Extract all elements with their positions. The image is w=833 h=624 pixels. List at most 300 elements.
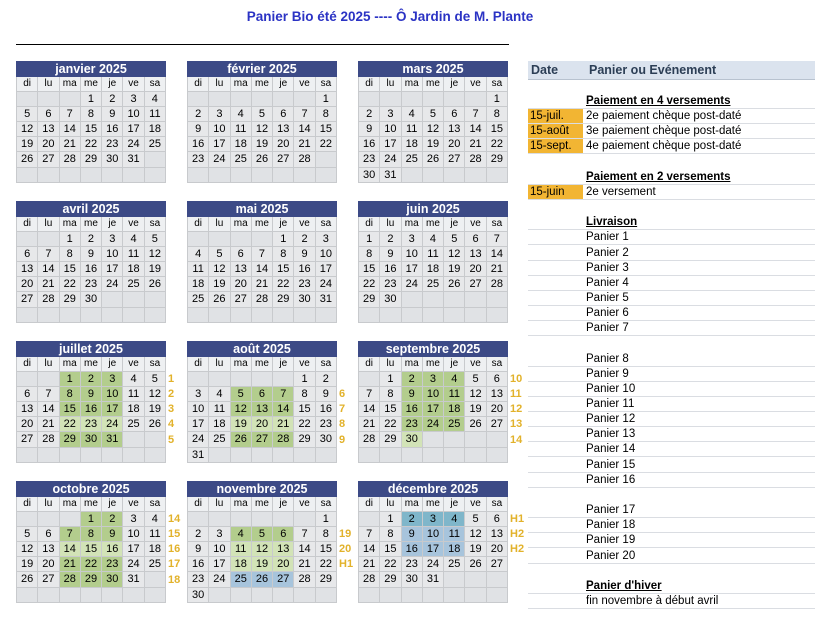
day-cell: 20 — [465, 262, 485, 276]
day-cell: 1 — [81, 92, 101, 106]
day-cell: 10 — [188, 402, 208, 416]
day-cell: 19 — [252, 137, 272, 151]
month-calendar — [358, 481, 508, 603]
day-cell: 31 — [102, 432, 122, 446]
day-cell: 15 — [380, 402, 400, 416]
day-cell: 18 — [123, 402, 143, 416]
empty-day-cell — [102, 168, 122, 182]
event-date — [528, 94, 583, 108]
day-cell: 31 — [316, 292, 336, 306]
day-cell: 18 — [444, 542, 464, 556]
weekday-label: ve — [465, 217, 485, 231]
event-row — [528, 412, 815, 427]
day-cell: 29 — [81, 152, 101, 166]
week-delivery-label: 12 — [510, 403, 523, 416]
empty-day-cell — [402, 308, 422, 322]
day-cell: 7 — [38, 387, 58, 401]
day-cell: 26 — [252, 152, 272, 166]
day-cell: 5 — [465, 372, 485, 386]
day-cell: 18 — [209, 417, 229, 431]
day-cell: 5 — [145, 232, 165, 246]
day-cell: 20 — [487, 402, 507, 416]
day-cell: 20 — [17, 417, 37, 431]
event-text: 2e paiement chèque post-daté — [586, 110, 742, 123]
day-cell: 9 — [102, 527, 122, 541]
day-cell: 24 — [209, 572, 229, 586]
day-cell: 12 — [465, 387, 485, 401]
day-cell: 28 — [38, 432, 58, 446]
day-cell: 18 — [423, 262, 443, 276]
day-cell: 6 — [252, 387, 272, 401]
day-cell: 17 — [402, 262, 422, 276]
empty-day-cell — [145, 432, 165, 446]
month-grid — [187, 497, 337, 603]
day-cell: 28 — [359, 572, 379, 586]
day-cell: 27 — [17, 432, 37, 446]
event-date — [528, 442, 583, 456]
weekday-label: sa — [487, 217, 507, 231]
day-cell: 1 — [60, 232, 80, 246]
empty-day-cell — [231, 512, 251, 526]
empty-day-cell — [465, 168, 485, 182]
day-cell: 7 — [465, 107, 485, 121]
day-cell: 31 — [423, 572, 443, 586]
col-date-header: Date — [531, 63, 559, 77]
event-text: Panier 6 — [586, 307, 629, 320]
day-cell: 18 — [188, 277, 208, 291]
weekday-label: ma — [60, 497, 80, 511]
day-cell: 30 — [294, 292, 314, 306]
day-cell: 2 — [188, 107, 208, 121]
day-cell: 25 — [423, 277, 443, 291]
day-cell: 22 — [60, 417, 80, 431]
week-delivery-label: H1 — [339, 558, 354, 571]
event-row — [528, 564, 815, 578]
empty-day-cell — [231, 308, 251, 322]
weekday-label: sa — [316, 357, 336, 371]
day-cell: 25 — [231, 152, 251, 166]
weekday-label: me — [81, 217, 101, 231]
day-cell: 14 — [60, 542, 80, 556]
day-cell: 25 — [444, 557, 464, 571]
weekday-label: me — [81, 357, 101, 371]
event-text: fin novembre à début avril — [586, 594, 719, 607]
weekday-label: me — [423, 217, 443, 231]
day-cell: 16 — [316, 402, 336, 416]
day-cell: 14 — [487, 247, 507, 261]
day-cell: 3 — [123, 92, 143, 106]
day-cell: 13 — [465, 247, 485, 261]
weekday-label: di — [359, 77, 379, 91]
event-row — [528, 488, 815, 502]
event-date — [528, 215, 583, 229]
day-cell: 7 — [38, 247, 58, 261]
event-date — [528, 291, 583, 305]
day-cell: 12 — [17, 542, 37, 556]
weekday-label: je — [444, 357, 464, 371]
day-cell: 3 — [423, 512, 443, 526]
month-title: novembre 2025 — [187, 481, 337, 497]
empty-day-cell — [487, 588, 507, 602]
day-cell: 22 — [316, 137, 336, 151]
day-cell: 29 — [60, 292, 80, 306]
day-cell: 13 — [273, 122, 293, 136]
month-grid — [16, 497, 166, 603]
weekday-label: ma — [60, 217, 80, 231]
empty-day-cell — [465, 308, 485, 322]
event-text: Panier 13 — [586, 428, 636, 441]
day-cell: 16 — [402, 402, 422, 416]
day-cell: 7 — [60, 527, 80, 541]
empty-day-cell — [209, 168, 229, 182]
day-cell: 15 — [316, 122, 336, 136]
month-grid — [358, 497, 508, 603]
empty-day-cell — [273, 372, 293, 386]
day-cell: 16 — [402, 542, 422, 556]
day-cell: 25 — [444, 417, 464, 431]
event-row — [528, 276, 815, 291]
week-delivery-label: 14 — [510, 433, 523, 446]
day-cell: 18 — [402, 137, 422, 151]
empty-day-cell — [81, 588, 101, 602]
day-cell: 4 — [423, 232, 443, 246]
day-cell: 10 — [102, 247, 122, 261]
empty-day-cell — [60, 168, 80, 182]
weekday-label: me — [81, 77, 101, 91]
day-cell: 9 — [102, 107, 122, 121]
weekday-label: je — [444, 497, 464, 511]
weekday-label: ve — [465, 77, 485, 91]
day-cell: 21 — [273, 417, 293, 431]
month-grid — [16, 217, 166, 323]
day-cell: 24 — [123, 137, 143, 151]
empty-day-cell — [444, 588, 464, 602]
empty-day-cell — [294, 92, 314, 106]
day-cell: 28 — [60, 152, 80, 166]
empty-day-cell — [145, 588, 165, 602]
day-cell: 9 — [380, 247, 400, 261]
event-text: Panier 11 — [586, 398, 635, 410]
day-cell: 2 — [359, 107, 379, 121]
empty-day-cell — [188, 232, 208, 246]
weekday-label: di — [188, 217, 208, 231]
empty-day-cell — [102, 292, 122, 306]
weekday-label: me — [252, 217, 272, 231]
day-cell: 16 — [81, 402, 101, 416]
day-cell: 17 — [209, 137, 229, 151]
day-cell: 10 — [380, 122, 400, 136]
day-cell: 23 — [316, 417, 336, 431]
event-date — [528, 276, 583, 290]
event-text: Panier 10 — [586, 382, 636, 395]
day-cell: 28 — [273, 432, 293, 446]
day-cell: 17 — [316, 262, 336, 276]
event-date: 15-juil. — [528, 109, 583, 123]
day-cell: 9 — [81, 387, 101, 401]
empty-day-cell — [465, 92, 485, 106]
title-divider — [16, 44, 509, 45]
day-cell: 9 — [359, 122, 379, 136]
day-cell: 15 — [81, 122, 101, 136]
event-text: Panier 5 — [586, 291, 629, 304]
weekday-label: ma — [402, 217, 422, 231]
empty-day-cell — [38, 512, 58, 526]
weekday-label: di — [188, 77, 208, 91]
weekday-label: je — [102, 217, 122, 231]
empty-day-cell — [188, 92, 208, 106]
empty-day-cell — [231, 372, 251, 386]
weekday-label: di — [17, 497, 37, 511]
empty-day-cell — [209, 588, 229, 602]
month-title: janvier 2025 — [16, 61, 166, 77]
empty-day-cell — [444, 572, 464, 586]
empty-day-cell — [273, 168, 293, 182]
event-row — [528, 473, 815, 488]
empty-day-cell — [188, 168, 208, 182]
day-cell: 7 — [273, 387, 293, 401]
day-cell: 22 — [487, 137, 507, 151]
event-text: Panier 18 — [586, 519, 636, 532]
day-cell: 29 — [273, 292, 293, 306]
day-cell: 9 — [294, 247, 314, 261]
day-cell: 24 — [102, 417, 122, 431]
day-cell: 22 — [81, 137, 101, 151]
month-title: septembre 2025 — [358, 341, 508, 357]
event-row — [528, 246, 815, 261]
day-cell: 10 — [423, 387, 443, 401]
weekday-label: di — [17, 357, 37, 371]
day-cell: 15 — [316, 542, 336, 556]
weekday-label: lu — [38, 497, 58, 511]
day-cell: 17 — [102, 402, 122, 416]
event-text — [583, 336, 586, 350]
day-cell: 10 — [102, 387, 122, 401]
day-cell: 4 — [209, 387, 229, 401]
day-cell: 18 — [123, 262, 143, 276]
weekday-label: je — [273, 77, 293, 91]
empty-day-cell — [359, 512, 379, 526]
day-cell: 19 — [145, 262, 165, 276]
day-cell: 14 — [465, 122, 485, 136]
week-delivery-label: 8 — [339, 418, 346, 431]
empty-day-cell — [231, 92, 251, 106]
day-cell: 3 — [102, 372, 122, 386]
day-cell: 2 — [81, 372, 101, 386]
weekday-label: sa — [145, 357, 165, 371]
day-cell: 26 — [145, 417, 165, 431]
day-cell: 21 — [252, 277, 272, 291]
day-cell: 30 — [102, 572, 122, 586]
week-delivery-label: 17 — [168, 558, 181, 571]
month-calendar — [358, 61, 508, 183]
day-cell: 2 — [402, 372, 422, 386]
empty-day-cell — [487, 432, 507, 446]
day-cell: 23 — [294, 277, 314, 291]
day-cell: 21 — [60, 137, 80, 151]
day-cell: 23 — [359, 152, 379, 166]
day-cell: 14 — [38, 262, 58, 276]
day-cell: 23 — [81, 277, 101, 291]
empty-day-cell — [487, 168, 507, 182]
empty-day-cell — [316, 152, 336, 166]
day-cell: 13 — [17, 262, 37, 276]
day-cell: 2 — [102, 512, 122, 526]
empty-day-cell — [252, 308, 272, 322]
empty-day-cell — [444, 168, 464, 182]
day-cell: 12 — [444, 247, 464, 261]
empty-day-cell — [380, 308, 400, 322]
event-date — [528, 155, 583, 169]
empty-day-cell — [423, 168, 443, 182]
day-cell: 14 — [359, 402, 379, 416]
day-cell: 25 — [123, 417, 143, 431]
weekday-label: ve — [123, 217, 143, 231]
day-cell: 6 — [487, 372, 507, 386]
day-cell: 12 — [465, 527, 485, 541]
day-cell: 3 — [402, 232, 422, 246]
week-delivery-label: H2 — [510, 543, 525, 556]
week-delivery-label: 11 — [510, 388, 522, 401]
weekday-label: lu — [380, 77, 400, 91]
day-cell: 26 — [252, 572, 272, 586]
empty-day-cell — [38, 588, 58, 602]
event-text: Panier 14 — [586, 443, 636, 456]
month-title: juin 2025 — [358, 201, 508, 217]
empty-day-cell — [81, 308, 101, 322]
day-cell: 5 — [252, 527, 272, 541]
day-cell: 18 — [145, 122, 165, 136]
weekday-label: ve — [123, 77, 143, 91]
event-date — [528, 518, 583, 532]
empty-day-cell — [402, 292, 422, 306]
event-date — [528, 321, 583, 335]
day-cell: 3 — [423, 372, 443, 386]
day-cell: 21 — [294, 137, 314, 151]
empty-day-cell — [359, 308, 379, 322]
day-cell: 28 — [465, 152, 485, 166]
week-delivery-label: 4 — [168, 418, 175, 431]
day-cell: 26 — [444, 277, 464, 291]
event-row — [528, 170, 815, 185]
weekday-label: je — [102, 497, 122, 511]
month-grid — [358, 77, 508, 183]
day-cell: 22 — [380, 557, 400, 571]
event-row — [528, 124, 815, 139]
day-cell: 14 — [252, 262, 272, 276]
weekday-label: je — [273, 357, 293, 371]
empty-day-cell — [123, 432, 143, 446]
month-calendar — [187, 341, 337, 463]
day-cell: 6 — [17, 247, 37, 261]
weekday-label: ma — [231, 357, 251, 371]
weekday-label: lu — [209, 77, 229, 91]
day-cell: 11 — [209, 402, 229, 416]
day-cell: 14 — [294, 542, 314, 556]
empty-day-cell — [465, 588, 485, 602]
empty-day-cell — [402, 168, 422, 182]
day-cell: 17 — [123, 542, 143, 556]
event-date: 15-sept. — [528, 139, 583, 153]
day-cell: 1 — [294, 372, 314, 386]
day-cell: 22 — [81, 557, 101, 571]
event-date — [528, 397, 583, 411]
day-cell: 16 — [188, 137, 208, 151]
day-cell: 29 — [60, 432, 80, 446]
day-cell: 29 — [81, 572, 101, 586]
day-cell: 16 — [81, 262, 101, 276]
weekday-label: lu — [38, 217, 58, 231]
day-cell: 3 — [123, 512, 143, 526]
week-delivery-label: 10 — [510, 373, 523, 386]
weekday-label: me — [81, 497, 101, 511]
day-cell: 13 — [252, 402, 272, 416]
empty-day-cell — [252, 372, 272, 386]
empty-day-cell — [252, 448, 272, 462]
day-cell: 5 — [252, 107, 272, 121]
week-delivery-label: 15 — [168, 528, 181, 541]
empty-day-cell — [17, 588, 37, 602]
weekday-label: je — [102, 77, 122, 91]
day-cell: 25 — [231, 572, 251, 586]
day-cell: 14 — [38, 402, 58, 416]
empty-day-cell — [188, 372, 208, 386]
month-calendar — [187, 481, 337, 603]
empty-day-cell — [294, 588, 314, 602]
day-cell: 28 — [60, 572, 80, 586]
month-title: février 2025 — [187, 61, 337, 77]
day-cell: 17 — [380, 137, 400, 151]
day-cell: 15 — [380, 542, 400, 556]
empty-day-cell — [231, 448, 251, 462]
week-delivery-label: 7 — [339, 403, 346, 416]
empty-day-cell — [487, 308, 507, 322]
event-row — [528, 321, 815, 336]
day-cell: 12 — [145, 247, 165, 261]
event-row — [528, 139, 815, 154]
empty-day-cell — [294, 308, 314, 322]
day-cell: 11 — [423, 247, 443, 261]
event-row — [528, 579, 815, 594]
day-cell: 15 — [60, 262, 80, 276]
day-cell: 31 — [188, 448, 208, 462]
event-row — [528, 230, 815, 245]
day-cell: 9 — [402, 527, 422, 541]
weekday-label: ma — [231, 77, 251, 91]
empty-day-cell — [273, 92, 293, 106]
empty-day-cell — [294, 512, 314, 526]
day-cell: 28 — [359, 432, 379, 446]
day-cell: 28 — [487, 277, 507, 291]
day-cell: 20 — [487, 542, 507, 556]
day-cell: 2 — [81, 232, 101, 246]
empty-day-cell — [294, 448, 314, 462]
event-date — [528, 412, 583, 426]
day-cell: 11 — [444, 527, 464, 541]
weekday-label: lu — [209, 497, 229, 511]
month-calendar — [358, 341, 508, 463]
day-cell: 1 — [81, 512, 101, 526]
day-cell: 9 — [402, 387, 422, 401]
event-row — [528, 94, 815, 109]
day-cell: 30 — [102, 152, 122, 166]
event-date — [528, 352, 583, 366]
event-text: Panier 1 — [586, 231, 629, 244]
day-cell: 8 — [359, 247, 379, 261]
day-cell: 11 — [444, 387, 464, 401]
day-cell: 8 — [273, 247, 293, 261]
day-cell: 3 — [316, 232, 336, 246]
day-cell: 25 — [188, 292, 208, 306]
